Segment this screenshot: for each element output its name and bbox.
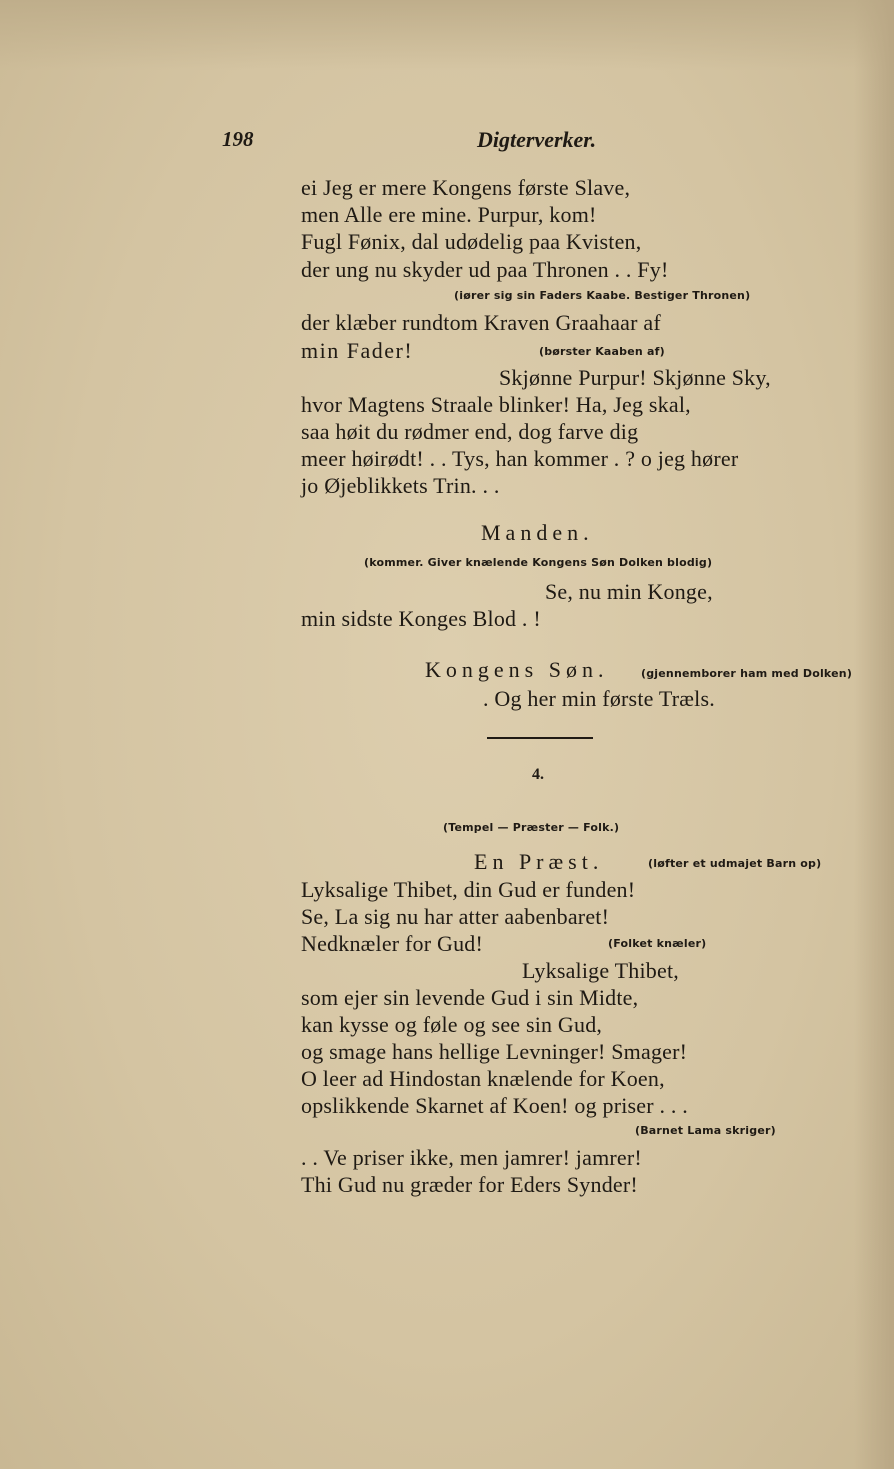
- verse-line: min sidste Konges Blod . !: [301, 606, 541, 631]
- verse-line: Nedknæler for Gud!: [301, 931, 483, 956]
- stage-direction: (Tempel — Præster — Folk.): [443, 821, 620, 834]
- verse-line: Thi Gud nu græder for Eders Synder!: [301, 1172, 638, 1197]
- speaker-name: En Præst.: [474, 849, 604, 874]
- page-number: 198: [222, 127, 254, 151]
- running-title: Digterverker.: [477, 127, 597, 152]
- speaker-name: Manden.: [481, 520, 594, 545]
- page-shadow-top: [0, 0, 894, 70]
- verse-line: Se, nu min Konge,: [545, 579, 713, 604]
- section-number: 4.: [532, 766, 544, 783]
- verse-line: der ung nu skyder ud paa Thronen . . Fy!: [301, 257, 669, 282]
- verse-line: jo Øjeblikkets Trin. . .: [301, 473, 500, 498]
- verse-line: O leer ad Hindostan knælende for Koen,: [301, 1066, 665, 1091]
- section-divider: [487, 737, 593, 739]
- stage-direction: (kommer. Giver knælende Kongens Søn Dolken blodig): [364, 556, 713, 569]
- verse-line: og smage hans hellige Levninger! Smager!: [301, 1039, 688, 1064]
- verse-line: min Fader!: [301, 338, 414, 363]
- speaker-name: Kongens Søn.: [425, 657, 609, 682]
- stage-direction: (Barnet Lama skriger): [635, 1124, 776, 1137]
- verse-line: Lyksalige Thibet, din Gud er funden!: [301, 877, 636, 902]
- verse-line: meer høirødt! . . Tys, han kommer . ? o jeg hører: [301, 446, 739, 471]
- verse-line: Skjønne Purpur! Skjønne Sky,: [499, 365, 771, 390]
- page-shadow-right: [854, 0, 894, 1469]
- stage-direction: (løfter et udmajet Barn op): [648, 857, 822, 870]
- verse-line: Lyksalige Thibet,: [522, 958, 679, 983]
- verse-line: opslikkende Skarnet af Koen! og priser . . .: [301, 1093, 688, 1118]
- verse-line: . . Ve priser ikke, men jamrer! jamrer!: [301, 1145, 642, 1170]
- stage-direction: (gjennemborer ham med Dolken): [641, 667, 853, 680]
- verse-line: der klæber rundtom Kraven Graahaar af: [301, 310, 661, 335]
- verse-line: ei Jeg er mere Kongens første Slave,: [301, 175, 631, 200]
- stage-direction: (børster Kaaben af): [539, 345, 665, 358]
- verse-line: Se, La sig nu har atter aabenbaret!: [301, 904, 610, 929]
- verse-line: Fugl Fønix, dal udødelig paa Kvisten,: [301, 229, 642, 254]
- verse-line: saa høit du rødmer end, dog farve dig: [301, 419, 639, 444]
- verse-line: som ejer sin levende Gud i sin Midte,: [301, 985, 639, 1010]
- stage-direction: (iører sig sin Faders Kaabe. Bestiger Thronen): [454, 289, 751, 302]
- verse-line: . Og her min første Træls.: [483, 686, 715, 711]
- verse-line: hvor Magtens Straale blinker! Ha, Jeg skal,: [301, 392, 691, 417]
- verse-line: men Alle ere mine. Purpur, kom!: [301, 202, 597, 227]
- stage-direction: (Folket knæler): [608, 937, 707, 950]
- verse-line: kan kysse og føle og see sin Gud,: [301, 1012, 603, 1037]
